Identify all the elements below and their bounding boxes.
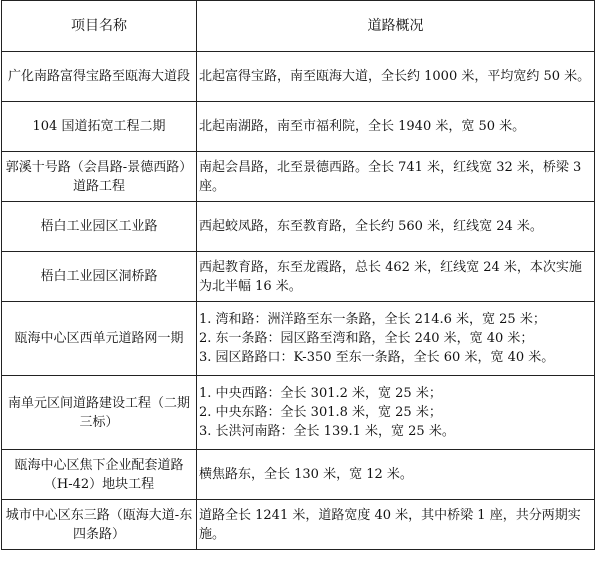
road-overview-cell bbox=[197, 202, 595, 252]
project-name-cell: 104 国道拓宽工程二期 bbox=[2, 102, 197, 152]
table-row bbox=[2, 376, 595, 450]
project-name-cell: 梧白工业园区洞桥路 bbox=[2, 252, 197, 302]
overview-line: 2. 中央东路：全长 301.8 米，宽 25 米； bbox=[199, 405, 442, 420]
road-overview-cell bbox=[197, 152, 595, 202]
road-overview-cell bbox=[197, 450, 595, 500]
overview-line: 3. 园区路路口：K-350 至东一条路，全长 60 米，宽 40 米。 bbox=[199, 350, 555, 365]
table-row bbox=[2, 302, 595, 376]
project-name-cell: 城市中心区东三路（瓯海大道-东四条路） bbox=[2, 500, 197, 550]
header-road-overview: 道路概况 bbox=[197, 1, 595, 52]
project-name-cell: 瓯海中心区焦下企业配套道路（H-42）地块工程 bbox=[2, 450, 197, 500]
project-name-cell: 瓯海中心区西单元道路网一期 bbox=[2, 302, 197, 376]
project-name-cell: 梧白工业园区工业路 bbox=[2, 202, 197, 252]
table-row bbox=[2, 252, 595, 302]
table-header-row bbox=[2, 1, 595, 52]
overview-line: 2. 东一条路：园区路至湾和路，全长 240 米，宽 40 米； bbox=[199, 331, 534, 346]
road-overview-cell bbox=[197, 302, 595, 376]
overview-line: 南起会昌路，北至景德西路。全长 741 米，红线宽 32 米，桥梁 3 座。 bbox=[199, 159, 582, 194]
overview-line: 1. 中央西路：全长 301.2 米，宽 25 米； bbox=[199, 386, 442, 401]
road-overview-cell bbox=[197, 52, 595, 102]
project-name-cell: 南单元区间道路建设工程（二期三标） bbox=[2, 376, 197, 450]
road-overview-cell bbox=[197, 500, 595, 550]
project-name-cell: 郭溪十号路（会昌路-景德西路）道路工程 bbox=[2, 152, 197, 202]
overview-line: 横焦路东，全长 130 米，宽 12 米。 bbox=[199, 467, 413, 482]
table-row bbox=[2, 52, 595, 102]
overview-line: 西起教育路，东至龙霞路，总长 462 米，红线宽 24 米，本次实施为北半幅 16 米。 bbox=[199, 259, 582, 294]
overview-line: 北起富得宝路，南至瓯海大道，全长约 1000 米，平均宽约 50 米。 bbox=[199, 69, 591, 84]
road-overview-cell bbox=[197, 376, 595, 450]
table-row bbox=[2, 152, 595, 202]
table-row bbox=[2, 450, 595, 500]
overview-line: 1. 湾和路：洲洋路至东一条路，全长 214.6 米，宽 25 米； bbox=[199, 312, 546, 327]
overview-line: 北起南湖路，南至市福利院，全长 1940 米，宽 50 米。 bbox=[199, 119, 526, 134]
project-name-cell: 广化南路富得宝路至瓯海大道段 bbox=[2, 52, 197, 102]
table-row bbox=[2, 500, 595, 550]
table-row bbox=[2, 102, 595, 152]
road-overview-cell bbox=[197, 102, 595, 152]
overview-line: 道路全长 1241 米，道路宽度 40 米，其中桥梁 1 座，共分两期实施。 bbox=[199, 507, 581, 542]
header-project-name: 项目名称 bbox=[2, 1, 197, 52]
table-row bbox=[2, 202, 595, 252]
road-overview-cell bbox=[197, 252, 595, 302]
overview-line: 3. 长洪河南路：全长 139.1 米，宽 25 米。 bbox=[199, 424, 455, 439]
overview-line: 西起蛟凤路，东至教育路，全长约 560 米，红线宽 24 米。 bbox=[199, 219, 543, 234]
project-table bbox=[1, 0, 595, 550]
